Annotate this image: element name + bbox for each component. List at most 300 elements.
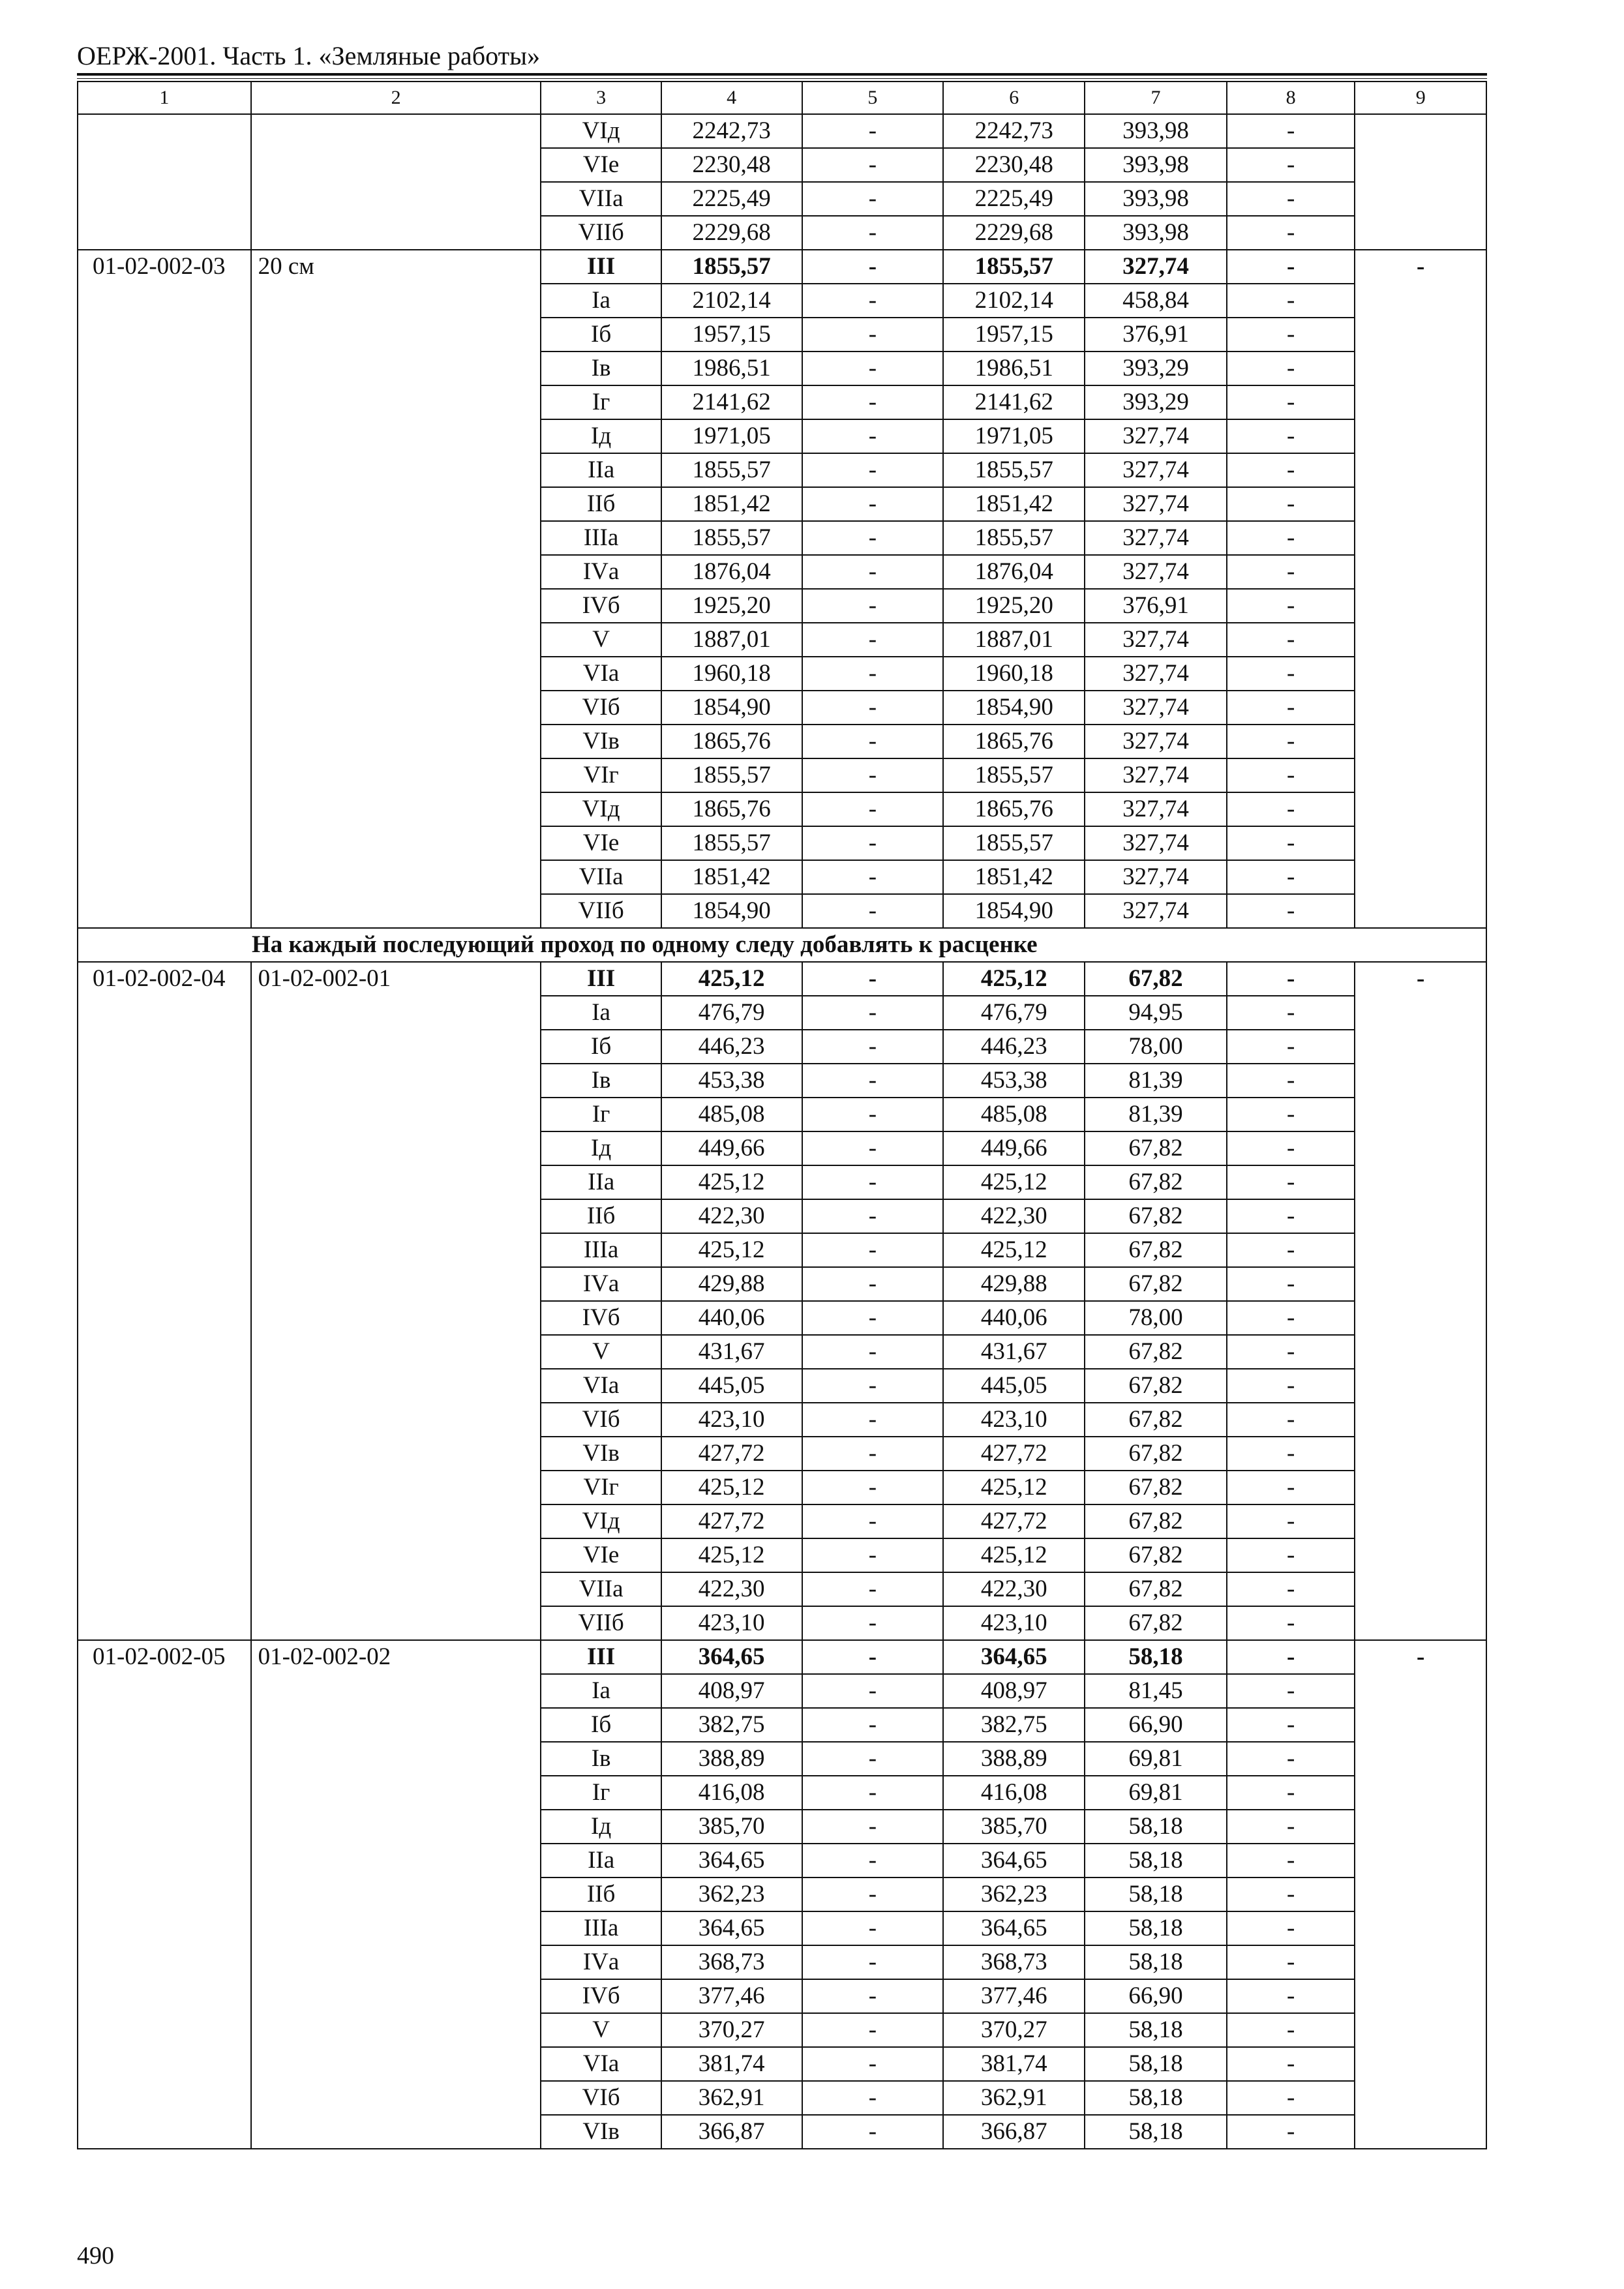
value-col6-cell: 2225,49 bbox=[943, 182, 1085, 216]
region-cell: Iб bbox=[541, 318, 661, 352]
value-col8-cell: - bbox=[1227, 148, 1355, 182]
value-col7-cell: 327,74 bbox=[1085, 453, 1227, 487]
value-col5-cell: - bbox=[802, 1776, 944, 1810]
value-col8-cell: - bbox=[1227, 1878, 1355, 1911]
value-col4-cell: 2242,73 bbox=[661, 114, 802, 148]
rate-code-cell: 01-02-002-03 bbox=[78, 250, 251, 928]
value-col7-cell: 58,18 bbox=[1085, 2115, 1227, 2149]
value-col5-cell: - bbox=[802, 657, 944, 691]
value-col5-cell: - bbox=[802, 487, 944, 521]
region-cell: IIIа bbox=[541, 1233, 661, 1267]
region-cell: VIв bbox=[541, 1437, 661, 1471]
value-col4-cell: 1855,57 bbox=[661, 758, 802, 792]
value-col7-cell: 327,74 bbox=[1085, 691, 1227, 725]
value-col6-cell: 1854,90 bbox=[943, 691, 1085, 725]
value-col6-cell: 1851,42 bbox=[943, 860, 1085, 894]
value-col5-cell: - bbox=[802, 1708, 944, 1742]
value-col4-cell: 1855,57 bbox=[661, 453, 802, 487]
region-cell: Iг bbox=[541, 385, 661, 419]
value-col7-cell: 67,82 bbox=[1085, 1471, 1227, 1504]
value-col7-cell: 327,74 bbox=[1085, 419, 1227, 453]
value-col5-cell: - bbox=[802, 1945, 944, 1979]
value-col6-cell: 364,65 bbox=[943, 1844, 1085, 1878]
value-col5-cell: - bbox=[802, 1504, 944, 1538]
region-cell: Iб bbox=[541, 1030, 661, 1064]
value-col6-cell: 431,67 bbox=[943, 1335, 1085, 1369]
value-col7-cell: 66,90 bbox=[1085, 1979, 1227, 2013]
value-col8-cell: - bbox=[1227, 1640, 1355, 1674]
value-col5-cell: - bbox=[802, 385, 944, 419]
value-col4-cell: 425,12 bbox=[661, 1538, 802, 1572]
value-col5-cell: - bbox=[802, 725, 944, 758]
region-cell: Iа bbox=[541, 284, 661, 318]
value-col6-cell: 1855,57 bbox=[943, 453, 1085, 487]
value-col6-cell: 2242,73 bbox=[943, 114, 1085, 148]
region-cell: IVа bbox=[541, 1945, 661, 1979]
region-cell: VIд bbox=[541, 792, 661, 826]
value-col8-cell: - bbox=[1227, 1233, 1355, 1267]
value-col7-cell: 327,74 bbox=[1085, 894, 1227, 928]
value-col5-cell: - bbox=[802, 1810, 944, 1844]
column-number-cell: 6 bbox=[943, 82, 1085, 114]
value-col7-cell: 78,00 bbox=[1085, 1030, 1227, 1064]
region-cell: VIе bbox=[541, 1538, 661, 1572]
value-col4-cell: 1855,57 bbox=[661, 521, 802, 555]
value-col6-cell: 1855,57 bbox=[943, 758, 1085, 792]
value-col6-cell: 381,74 bbox=[943, 2047, 1085, 2081]
value-col5-cell: - bbox=[802, 758, 944, 792]
region-cell: IIб bbox=[541, 487, 661, 521]
region-cell: IVа bbox=[541, 1267, 661, 1301]
value-col8-cell: - bbox=[1227, 1335, 1355, 1369]
region-cell: V bbox=[541, 1335, 661, 1369]
value-col4-cell: 440,06 bbox=[661, 1301, 802, 1335]
value-col4-cell: 429,88 bbox=[661, 1267, 802, 1301]
value-col8-cell: - bbox=[1227, 419, 1355, 453]
region-cell: VIIб bbox=[541, 894, 661, 928]
value-col5-cell: - bbox=[802, 1301, 944, 1335]
value-col9-cell bbox=[1355, 114, 1486, 250]
value-col5-cell: - bbox=[802, 216, 944, 250]
region-cell: VIд bbox=[541, 114, 661, 148]
value-col8-cell: - bbox=[1227, 1098, 1355, 1131]
value-col4-cell: 368,73 bbox=[661, 1945, 802, 1979]
value-col7-cell: 327,74 bbox=[1085, 521, 1227, 555]
value-col7-cell: 393,98 bbox=[1085, 148, 1227, 182]
region-cell: Iв bbox=[541, 1064, 661, 1098]
value-col5-cell: - bbox=[802, 2081, 944, 2115]
region-cell: VIв bbox=[541, 725, 661, 758]
value-col8-cell: - bbox=[1227, 1776, 1355, 1810]
region-cell: Iг bbox=[541, 1776, 661, 1810]
value-col4-cell: 449,66 bbox=[661, 1131, 802, 1165]
region-cell: Iа bbox=[541, 996, 661, 1030]
value-col4-cell: 377,46 bbox=[661, 1979, 802, 2013]
value-col6-cell: 476,79 bbox=[943, 996, 1085, 1030]
value-col8-cell: - bbox=[1227, 555, 1355, 589]
rate-row bbox=[78, 1640, 1486, 1674]
region-cell: VIг bbox=[541, 758, 661, 792]
value-col8-cell: - bbox=[1227, 1165, 1355, 1199]
value-col7-cell: 327,74 bbox=[1085, 792, 1227, 826]
value-col7-cell: 67,82 bbox=[1085, 1199, 1227, 1233]
value-col4-cell: 1865,76 bbox=[661, 792, 802, 826]
region-cell: VIе bbox=[541, 148, 661, 182]
region-cell: Iд bbox=[541, 1810, 661, 1844]
value-col6-cell: 453,38 bbox=[943, 1064, 1085, 1098]
value-col6-cell: 1865,76 bbox=[943, 792, 1085, 826]
value-col4-cell: 2141,62 bbox=[661, 385, 802, 419]
value-col4-cell: 431,67 bbox=[661, 1335, 802, 1369]
region-cell: VIб bbox=[541, 2081, 661, 2115]
value-col8-cell: - bbox=[1227, 1708, 1355, 1742]
value-col6-cell: 1865,76 bbox=[943, 725, 1085, 758]
value-col4-cell: 425,12 bbox=[661, 1233, 802, 1267]
region-cell: VIIа bbox=[541, 860, 661, 894]
value-col6-cell: 368,73 bbox=[943, 1945, 1085, 1979]
value-col4-cell: 1925,20 bbox=[661, 589, 802, 623]
value-col7-cell: 327,74 bbox=[1085, 758, 1227, 792]
value-col4-cell: 1887,01 bbox=[661, 623, 802, 657]
value-col7-cell: 67,82 bbox=[1085, 1504, 1227, 1538]
rates-table bbox=[77, 81, 1487, 2149]
value-col6-cell: 425,12 bbox=[943, 1233, 1085, 1267]
value-col8-cell: - bbox=[1227, 1199, 1355, 1233]
value-col7-cell: 67,82 bbox=[1085, 1233, 1227, 1267]
value-col8-cell: - bbox=[1227, 1572, 1355, 1606]
column-number-row bbox=[78, 82, 1486, 114]
region-cell: IIIа bbox=[541, 1911, 661, 1945]
region-cell: V bbox=[541, 2013, 661, 2047]
value-col5-cell: - bbox=[802, 1742, 944, 1776]
value-col6-cell: 1925,20 bbox=[943, 589, 1085, 623]
value-col6-cell: 1957,15 bbox=[943, 318, 1085, 352]
value-col6-cell: 427,72 bbox=[943, 1504, 1085, 1538]
value-col6-cell: 1876,04 bbox=[943, 555, 1085, 589]
value-col4-cell: 362,23 bbox=[661, 1878, 802, 1911]
value-col6-cell: 422,30 bbox=[943, 1199, 1085, 1233]
region-cell: III bbox=[541, 250, 661, 284]
value-col4-cell: 2230,48 bbox=[661, 148, 802, 182]
value-col6-cell: 1855,57 bbox=[943, 826, 1085, 860]
value-col6-cell: 1971,05 bbox=[943, 419, 1085, 453]
value-col5-cell: - bbox=[802, 1878, 944, 1911]
value-col7-cell: 58,18 bbox=[1085, 1945, 1227, 1979]
value-col8-cell: - bbox=[1227, 114, 1355, 148]
header-rule-thick bbox=[77, 73, 1487, 76]
region-cell: III bbox=[541, 962, 661, 996]
value-col7-cell: 94,95 bbox=[1085, 996, 1227, 1030]
value-col5-cell: - bbox=[802, 792, 944, 826]
value-col7-cell: 58,18 bbox=[1085, 1844, 1227, 1878]
value-col5-cell: - bbox=[802, 1538, 944, 1572]
value-col8-cell: - bbox=[1227, 1471, 1355, 1504]
value-col6-cell: 2229,68 bbox=[943, 216, 1085, 250]
value-col4-cell: 362,91 bbox=[661, 2081, 802, 2115]
value-col4-cell: 427,72 bbox=[661, 1504, 802, 1538]
value-col7-cell: 66,90 bbox=[1085, 1708, 1227, 1742]
column-number-cell: 7 bbox=[1085, 82, 1227, 114]
region-cell: IIа bbox=[541, 453, 661, 487]
value-col4-cell: 1986,51 bbox=[661, 352, 802, 385]
region-cell: VIб bbox=[541, 1403, 661, 1437]
value-col6-cell: 449,66 bbox=[943, 1131, 1085, 1165]
region-cell: IIа bbox=[541, 1165, 661, 1199]
value-col5-cell: - bbox=[802, 1165, 944, 1199]
value-col4-cell: 1957,15 bbox=[661, 318, 802, 352]
value-col7-cell: 69,81 bbox=[1085, 1776, 1227, 1810]
region-cell: VIв bbox=[541, 2115, 661, 2149]
value-col5-cell: - bbox=[802, 1403, 944, 1437]
value-col8-cell: - bbox=[1227, 1504, 1355, 1538]
value-col7-cell: 393,29 bbox=[1085, 352, 1227, 385]
value-col8-cell: - bbox=[1227, 1674, 1355, 1708]
value-col5-cell: - bbox=[802, 826, 944, 860]
region-cell: VIа bbox=[541, 2047, 661, 2081]
value-col4-cell: 408,97 bbox=[661, 1674, 802, 1708]
value-col8-cell: - bbox=[1227, 453, 1355, 487]
value-col7-cell: 327,74 bbox=[1085, 860, 1227, 894]
value-col5-cell: - bbox=[802, 691, 944, 725]
value-col4-cell: 1851,42 bbox=[661, 860, 802, 894]
value-col8-cell: - bbox=[1227, 826, 1355, 860]
value-col6-cell: 1887,01 bbox=[943, 623, 1085, 657]
value-col6-cell: 408,97 bbox=[943, 1674, 1085, 1708]
value-col8-cell: - bbox=[1227, 691, 1355, 725]
column-number-cell: 8 bbox=[1227, 82, 1355, 114]
value-col4-cell: 476,79 bbox=[661, 996, 802, 1030]
value-col7-cell: 393,98 bbox=[1085, 182, 1227, 216]
rate-row bbox=[78, 114, 1486, 148]
value-col6-cell: 425,12 bbox=[943, 1165, 1085, 1199]
value-col8-cell: - bbox=[1227, 1742, 1355, 1776]
value-col8-cell: - bbox=[1227, 2013, 1355, 2047]
value-col5-cell: - bbox=[802, 250, 944, 284]
value-col8-cell: - bbox=[1227, 1030, 1355, 1064]
value-col9-cell: - bbox=[1355, 250, 1486, 928]
value-col5-cell: - bbox=[802, 352, 944, 385]
value-col7-cell: 393,98 bbox=[1085, 114, 1227, 148]
value-col5-cell: - bbox=[802, 589, 944, 623]
value-col8-cell: - bbox=[1227, 962, 1355, 996]
value-col5-cell: - bbox=[802, 453, 944, 487]
value-col5-cell: - bbox=[802, 860, 944, 894]
header-rule-thin bbox=[77, 78, 1487, 79]
value-col7-cell: 376,91 bbox=[1085, 589, 1227, 623]
value-col7-cell: 67,82 bbox=[1085, 1606, 1227, 1640]
value-col6-cell: 423,10 bbox=[943, 1403, 1085, 1437]
value-col7-cell: 81,39 bbox=[1085, 1064, 1227, 1098]
region-cell: IIIа bbox=[541, 521, 661, 555]
value-col7-cell: 67,82 bbox=[1085, 1165, 1227, 1199]
value-col6-cell: 425,12 bbox=[943, 1471, 1085, 1504]
value-col5-cell: - bbox=[802, 962, 944, 996]
value-col4-cell: 2229,68 bbox=[661, 216, 802, 250]
value-col6-cell: 429,88 bbox=[943, 1267, 1085, 1301]
value-col7-cell: 327,74 bbox=[1085, 725, 1227, 758]
value-col8-cell: - bbox=[1227, 792, 1355, 826]
value-col5-cell: - bbox=[802, 1030, 944, 1064]
page-number: 490 bbox=[77, 2242, 114, 2269]
value-col6-cell: 364,65 bbox=[943, 1911, 1085, 1945]
value-col8-cell: - bbox=[1227, 521, 1355, 555]
rate-code-cell: 01-02-002-04 bbox=[78, 962, 251, 1640]
value-col4-cell: 422,30 bbox=[661, 1572, 802, 1606]
value-col6-cell: 1851,42 bbox=[943, 487, 1085, 521]
column-number-cell: 9 bbox=[1355, 82, 1486, 114]
value-col4-cell: 453,38 bbox=[661, 1064, 802, 1098]
value-col7-cell: 67,82 bbox=[1085, 1267, 1227, 1301]
value-col7-cell: 58,18 bbox=[1085, 1878, 1227, 1911]
region-cell: VIIб bbox=[541, 1606, 661, 1640]
value-col6-cell: 370,27 bbox=[943, 2013, 1085, 2047]
value-col9-cell: - bbox=[1355, 1640, 1486, 2149]
value-col5-cell: - bbox=[802, 1572, 944, 1606]
rate-name-cell: 01-02-002-02 bbox=[251, 1640, 541, 2149]
value-col8-cell: - bbox=[1227, 1267, 1355, 1301]
value-col7-cell: 393,29 bbox=[1085, 385, 1227, 419]
region-cell: Iа bbox=[541, 1674, 661, 1708]
value-col6-cell: 445,05 bbox=[943, 1369, 1085, 1403]
value-col7-cell: 458,84 bbox=[1085, 284, 1227, 318]
value-col8-cell: - bbox=[1227, 1437, 1355, 1471]
value-col8-cell: - bbox=[1227, 1301, 1355, 1335]
region-cell: Iд bbox=[541, 419, 661, 453]
value-col4-cell: 381,74 bbox=[661, 2047, 802, 2081]
region-cell: VIд bbox=[541, 1504, 661, 1538]
value-col5-cell: - bbox=[802, 1471, 944, 1504]
value-col6-cell: 485,08 bbox=[943, 1098, 1085, 1131]
value-col6-cell: 364,65 bbox=[943, 1640, 1085, 1674]
value-col4-cell: 1855,57 bbox=[661, 826, 802, 860]
value-col4-cell: 485,08 bbox=[661, 1098, 802, 1131]
value-col8-cell: - bbox=[1227, 758, 1355, 792]
region-cell: VIа bbox=[541, 1369, 661, 1403]
value-col6-cell: 1855,57 bbox=[943, 250, 1085, 284]
value-col5-cell: - bbox=[802, 555, 944, 589]
region-cell: IIа bbox=[541, 1844, 661, 1878]
value-col7-cell: 327,74 bbox=[1085, 250, 1227, 284]
value-col6-cell: 1986,51 bbox=[943, 352, 1085, 385]
value-col6-cell: 423,10 bbox=[943, 1606, 1085, 1640]
value-col7-cell: 58,18 bbox=[1085, 2047, 1227, 2081]
region-cell: VIIб bbox=[541, 216, 661, 250]
value-col5-cell: - bbox=[802, 1979, 944, 2013]
value-col5-cell: - bbox=[802, 114, 944, 148]
value-col4-cell: 1960,18 bbox=[661, 657, 802, 691]
value-col8-cell: - bbox=[1227, 1064, 1355, 1098]
value-col4-cell: 427,72 bbox=[661, 1437, 802, 1471]
value-col4-cell: 2102,14 bbox=[661, 284, 802, 318]
rate-row bbox=[78, 250, 1486, 284]
column-number-cell: 2 bbox=[251, 82, 541, 114]
value-col7-cell: 58,18 bbox=[1085, 1810, 1227, 1844]
region-cell: VIа bbox=[541, 657, 661, 691]
value-col8-cell: - bbox=[1227, 1606, 1355, 1640]
value-col6-cell: 385,70 bbox=[943, 1810, 1085, 1844]
value-col8-cell: - bbox=[1227, 996, 1355, 1030]
value-col7-cell: 81,45 bbox=[1085, 1674, 1227, 1708]
value-col8-cell: - bbox=[1227, 182, 1355, 216]
value-col5-cell: - bbox=[802, 623, 944, 657]
value-col7-cell: 393,98 bbox=[1085, 216, 1227, 250]
value-col8-cell: - bbox=[1227, 2115, 1355, 2149]
section-note-text: На каждый последующий проход по одному следу добавлять к расценке bbox=[78, 928, 1486, 962]
value-col5-cell: - bbox=[802, 996, 944, 1030]
region-cell: VIIа bbox=[541, 1572, 661, 1606]
region-cell: Iв bbox=[541, 1742, 661, 1776]
value-col6-cell: 2230,48 bbox=[943, 148, 1085, 182]
value-col8-cell: - bbox=[1227, 623, 1355, 657]
value-col6-cell: 1854,90 bbox=[943, 894, 1085, 928]
column-number-cell: 5 bbox=[802, 82, 944, 114]
value-col6-cell: 1960,18 bbox=[943, 657, 1085, 691]
region-cell: IVб bbox=[541, 1301, 661, 1335]
value-col7-cell: 376,91 bbox=[1085, 318, 1227, 352]
value-col5-cell: - bbox=[802, 182, 944, 216]
value-col7-cell: 327,74 bbox=[1085, 487, 1227, 521]
value-col7-cell: 327,74 bbox=[1085, 555, 1227, 589]
value-col7-cell: 67,82 bbox=[1085, 1437, 1227, 1471]
value-col5-cell: - bbox=[802, 1098, 944, 1131]
value-col7-cell: 67,82 bbox=[1085, 962, 1227, 996]
value-col5-cell: - bbox=[802, 1437, 944, 1471]
value-col8-cell: - bbox=[1227, 284, 1355, 318]
value-col5-cell: - bbox=[802, 894, 944, 928]
value-col8-cell: - bbox=[1227, 352, 1355, 385]
value-col5-cell: - bbox=[802, 1199, 944, 1233]
value-col9-cell: - bbox=[1355, 962, 1486, 1640]
value-col6-cell: 416,08 bbox=[943, 1776, 1085, 1810]
rate-name-cell bbox=[251, 114, 541, 250]
value-col5-cell: - bbox=[802, 2115, 944, 2149]
value-col7-cell: 67,82 bbox=[1085, 1403, 1227, 1437]
page-header-title: ОЕРЖ-2001. Часть 1. «Земляные работы» bbox=[77, 41, 540, 70]
value-col8-cell: - bbox=[1227, 1844, 1355, 1878]
value-col7-cell: 58,18 bbox=[1085, 2013, 1227, 2047]
value-col8-cell: - bbox=[1227, 1945, 1355, 1979]
value-col6-cell: 427,72 bbox=[943, 1437, 1085, 1471]
value-col5-cell: - bbox=[802, 2047, 944, 2081]
value-col6-cell: 382,75 bbox=[943, 1708, 1085, 1742]
value-col7-cell: 78,00 bbox=[1085, 1301, 1227, 1335]
value-col4-cell: 388,89 bbox=[661, 1742, 802, 1776]
value-col6-cell: 440,06 bbox=[943, 1301, 1085, 1335]
value-col6-cell: 446,23 bbox=[943, 1030, 1085, 1064]
value-col4-cell: 416,08 bbox=[661, 1776, 802, 1810]
value-col4-cell: 425,12 bbox=[661, 962, 802, 996]
value-col8-cell: - bbox=[1227, 1810, 1355, 1844]
region-cell: Iг bbox=[541, 1098, 661, 1131]
column-number-cell: 3 bbox=[541, 82, 661, 114]
value-col5-cell: - bbox=[802, 1844, 944, 1878]
value-col7-cell: 67,82 bbox=[1085, 1335, 1227, 1369]
value-col8-cell: - bbox=[1227, 589, 1355, 623]
column-number-cell: 4 bbox=[661, 82, 802, 114]
region-cell: IVа bbox=[541, 555, 661, 589]
value-col7-cell: 67,82 bbox=[1085, 1369, 1227, 1403]
value-col8-cell: - bbox=[1227, 657, 1355, 691]
value-col7-cell: 81,39 bbox=[1085, 1098, 1227, 1131]
rate-row bbox=[78, 962, 1486, 996]
rate-code-cell bbox=[78, 114, 251, 250]
value-col8-cell: - bbox=[1227, 1369, 1355, 1403]
value-col4-cell: 382,75 bbox=[661, 1708, 802, 1742]
value-col5-cell: - bbox=[802, 521, 944, 555]
value-col7-cell: 58,18 bbox=[1085, 1911, 1227, 1945]
rates-table-body bbox=[78, 82, 1486, 2149]
value-col5-cell: - bbox=[802, 1369, 944, 1403]
